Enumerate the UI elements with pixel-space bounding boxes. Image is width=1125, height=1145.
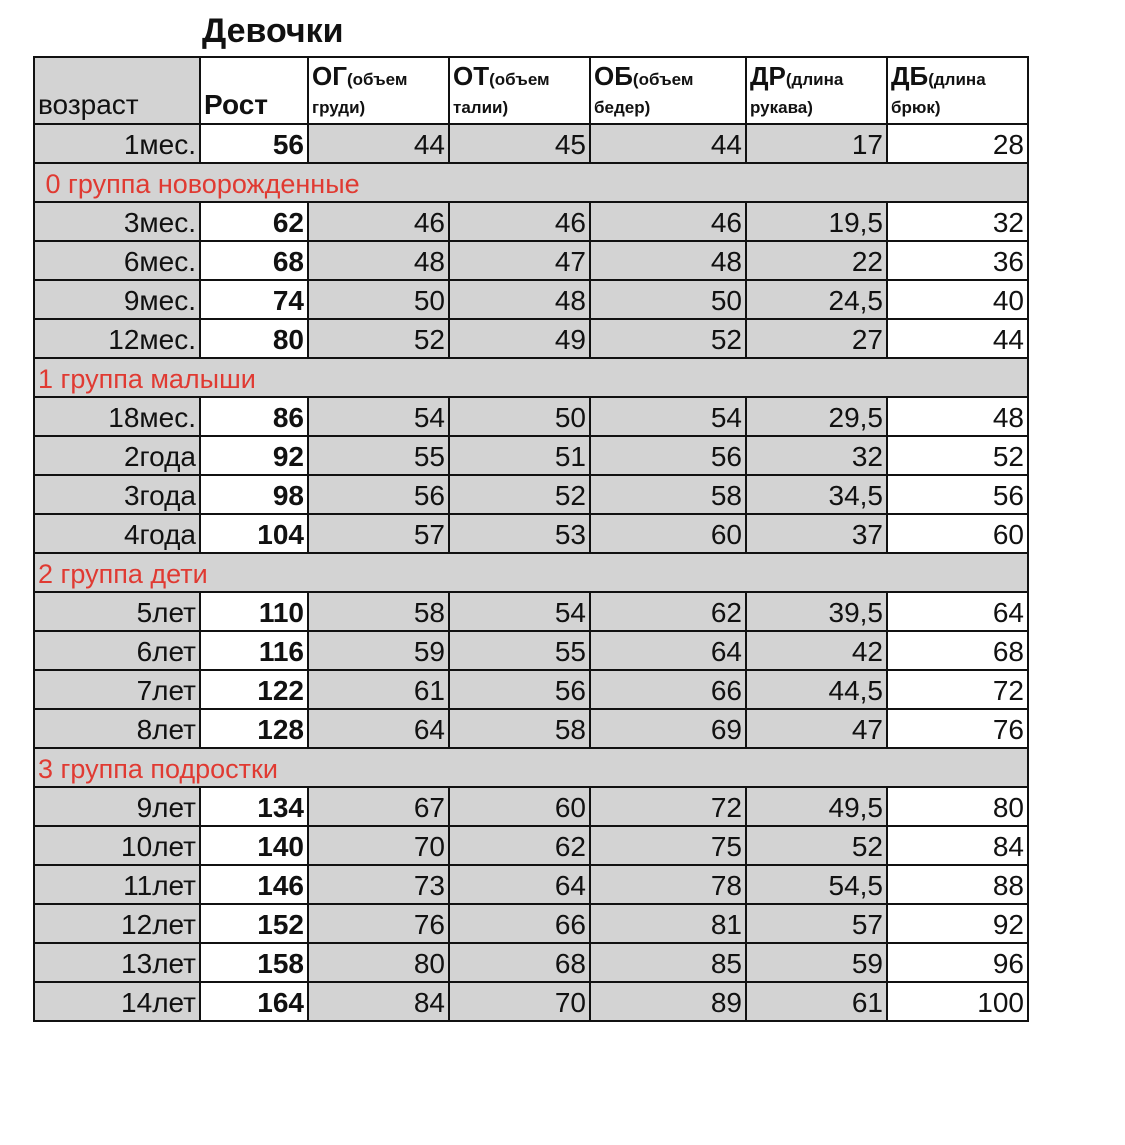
cell-sleeve: 54,5	[746, 865, 887, 904]
header-waist	[449, 57, 590, 124]
cell-waist: 58	[449, 709, 590, 748]
cell-hips: 78	[590, 865, 746, 904]
table-row	[34, 709, 1028, 748]
group-label	[34, 358, 256, 397]
cell-trousers: 48	[887, 397, 1028, 436]
cell-hips: 60	[590, 514, 746, 553]
cell-chest: 52	[308, 319, 449, 358]
cell-chest: 56	[308, 475, 449, 514]
header-height: Рост	[200, 57, 308, 124]
header-hips-abbr: ОБ	[594, 61, 633, 91]
cell-trousers: 28	[887, 124, 1028, 163]
cell-sleeve: 27	[746, 319, 887, 358]
cell-hips: 44	[590, 124, 746, 163]
cell-age: 8лет	[34, 709, 200, 748]
cell-height: 140	[200, 826, 308, 865]
cell-trousers: 36	[887, 241, 1028, 280]
cell-hips: 81	[590, 904, 746, 943]
cell-height: 62	[200, 202, 308, 241]
cell-age: 4года	[34, 514, 200, 553]
cell-waist: 51	[449, 436, 590, 475]
table-row	[34, 202, 1028, 241]
cell-waist: 66	[449, 904, 590, 943]
cell-chest: 73	[308, 865, 449, 904]
cell-age: 3мес.	[34, 202, 200, 241]
cell-sleeve: 47	[746, 709, 887, 748]
cell-sleeve: 34,5	[746, 475, 887, 514]
cell-chest: 57	[308, 514, 449, 553]
cell-waist: 53	[449, 514, 590, 553]
cell-age: 3года	[34, 475, 200, 514]
table-row	[34, 475, 1028, 514]
group-row	[34, 553, 1028, 592]
group-filler	[308, 553, 449, 592]
cell-hips: 89	[590, 982, 746, 1021]
cell-trousers: 56	[887, 475, 1028, 514]
cell-height: 56	[200, 124, 308, 163]
cell-waist: 46	[449, 202, 590, 241]
group-label	[34, 163, 360, 202]
cell-sleeve: 29,5	[746, 397, 887, 436]
table-row	[34, 397, 1028, 436]
group-label	[34, 748, 278, 787]
cell-trousers: 32	[887, 202, 1028, 241]
cell-hips: 56	[590, 436, 746, 475]
cell-waist: 56	[449, 670, 590, 709]
cell-hips: 50	[590, 280, 746, 319]
cell-height: 74	[200, 280, 308, 319]
table-row	[34, 982, 1028, 1021]
cell-waist: 70	[449, 982, 590, 1021]
group-filler	[887, 163, 1028, 202]
group-filler	[308, 748, 449, 787]
group-filler	[746, 358, 887, 397]
cell-age: 5лет	[34, 592, 200, 631]
header-sleeve-desc: (длина рукава)	[750, 70, 844, 117]
header-age: возраст	[34, 57, 200, 124]
size-chart-table	[33, 56, 1029, 1022]
cell-waist: 49	[449, 319, 590, 358]
cell-chest: 55	[308, 436, 449, 475]
group-row	[34, 358, 1028, 397]
cell-waist: 68	[449, 943, 590, 982]
cell-trousers: 84	[887, 826, 1028, 865]
cell-age: 7лет	[34, 670, 200, 709]
cell-height: 134	[200, 787, 308, 826]
group-row	[34, 163, 1028, 202]
cell-trousers: 72	[887, 670, 1028, 709]
cell-sleeve: 32	[746, 436, 887, 475]
group-filler	[590, 748, 746, 787]
cell-sleeve: 49,5	[746, 787, 887, 826]
cell-age: 14лет	[34, 982, 200, 1021]
cell-age: 9мес.	[34, 280, 200, 319]
group-filler	[746, 553, 887, 592]
group-row	[34, 748, 1028, 787]
table-row	[34, 319, 1028, 358]
cell-trousers: 68	[887, 631, 1028, 670]
header-waist-desc: (объем талии)	[453, 70, 550, 117]
cell-chest: 46	[308, 202, 449, 241]
cell-waist: 48	[449, 280, 590, 319]
group-label-text: 1 группа малыши	[38, 364, 256, 394]
page-title: Девочки	[202, 12, 344, 50]
cell-trousers: 60	[887, 514, 1028, 553]
group-filler	[590, 553, 746, 592]
cell-height: 104	[200, 514, 308, 553]
header-chest-abbr: ОГ	[312, 61, 347, 91]
cell-waist: 45	[449, 124, 590, 163]
group-filler	[449, 358, 590, 397]
group-filler	[590, 163, 746, 202]
group-filler	[449, 163, 590, 202]
cell-hips: 62	[590, 592, 746, 631]
group-filler	[590, 358, 746, 397]
group-filler	[887, 358, 1028, 397]
cell-waist: 62	[449, 826, 590, 865]
cell-hips: 46	[590, 202, 746, 241]
cell-sleeve: 42	[746, 631, 887, 670]
header-chest	[308, 57, 449, 124]
header-hips-desc: (объем бедер)	[594, 70, 694, 117]
cell-hips: 72	[590, 787, 746, 826]
cell-age: 6мес.	[34, 241, 200, 280]
table-row	[34, 787, 1028, 826]
table-row	[34, 514, 1028, 553]
cell-chest: 64	[308, 709, 449, 748]
cell-age: 2года	[34, 436, 200, 475]
cell-sleeve: 44,5	[746, 670, 887, 709]
table-row	[34, 436, 1028, 475]
table-row	[34, 631, 1028, 670]
group-filler	[200, 553, 308, 592]
cell-age: 12мес.	[34, 319, 200, 358]
cell-age: 12лет	[34, 904, 200, 943]
cell-waist: 60	[449, 787, 590, 826]
header-hips	[590, 57, 746, 124]
cell-trousers: 92	[887, 904, 1028, 943]
cell-trousers: 96	[887, 943, 1028, 982]
header-trousers	[887, 57, 1028, 124]
cell-chest: 84	[308, 982, 449, 1021]
table-row	[34, 592, 1028, 631]
cell-trousers: 44	[887, 319, 1028, 358]
cell-height: 128	[200, 709, 308, 748]
cell-height: 86	[200, 397, 308, 436]
cell-sleeve: 24,5	[746, 280, 887, 319]
cell-chest: 59	[308, 631, 449, 670]
cell-trousers: 40	[887, 280, 1028, 319]
table-row	[34, 241, 1028, 280]
group-filler	[887, 553, 1028, 592]
group-label	[34, 553, 208, 592]
table-row	[34, 943, 1028, 982]
cell-age: 10лет	[34, 826, 200, 865]
cell-trousers: 52	[887, 436, 1028, 475]
cell-hips: 64	[590, 631, 746, 670]
cell-sleeve: 37	[746, 514, 887, 553]
cell-chest: 67	[308, 787, 449, 826]
cell-chest: 61	[308, 670, 449, 709]
header-row	[34, 57, 1028, 124]
cell-hips: 58	[590, 475, 746, 514]
cell-chest: 80	[308, 943, 449, 982]
cell-hips: 75	[590, 826, 746, 865]
cell-age: 6лет	[34, 631, 200, 670]
cell-hips: 48	[590, 241, 746, 280]
header-chest-desc: (объем груди)	[312, 70, 408, 117]
group-filler	[746, 163, 887, 202]
cell-age: 1мес.	[34, 124, 200, 163]
cell-sleeve: 17	[746, 124, 887, 163]
cell-waist: 54	[449, 592, 590, 631]
header-waist-abbr: ОТ	[453, 61, 490, 91]
table-row	[34, 280, 1028, 319]
group-filler	[449, 553, 590, 592]
cell-waist: 52	[449, 475, 590, 514]
cell-waist: 55	[449, 631, 590, 670]
cell-height: 146	[200, 865, 308, 904]
cell-age: 18мес.	[34, 397, 200, 436]
cell-chest: 58	[308, 592, 449, 631]
cell-chest: 50	[308, 280, 449, 319]
cell-age: 11лет	[34, 865, 200, 904]
cell-height: 92	[200, 436, 308, 475]
cell-height: 110	[200, 592, 308, 631]
group-label-text: 0 группа новорожденные	[38, 169, 360, 199]
header-sleeve	[746, 57, 887, 124]
cell-height: 116	[200, 631, 308, 670]
group-filler	[887, 748, 1028, 787]
table-row	[34, 865, 1028, 904]
table-row	[34, 904, 1028, 943]
group-filler	[449, 748, 590, 787]
cell-chest: 76	[308, 904, 449, 943]
group-filler	[746, 748, 887, 787]
cell-height: 158	[200, 943, 308, 982]
group-label-text: 3 группа подростки	[38, 754, 278, 784]
cell-age: 13лет	[34, 943, 200, 982]
cell-sleeve: 61	[746, 982, 887, 1021]
cell-height: 164	[200, 982, 308, 1021]
cell-chest: 48	[308, 241, 449, 280]
cell-hips: 85	[590, 943, 746, 982]
cell-chest: 54	[308, 397, 449, 436]
table-row	[34, 826, 1028, 865]
cell-height: 98	[200, 475, 308, 514]
table-row	[34, 670, 1028, 709]
table-row	[34, 124, 1028, 163]
cell-height: 80	[200, 319, 308, 358]
cell-chest: 44	[308, 124, 449, 163]
cell-sleeve: 39,5	[746, 592, 887, 631]
cell-sleeve: 19,5	[746, 202, 887, 241]
group-label-text: 2 группа дети	[38, 559, 208, 589]
cell-hips: 52	[590, 319, 746, 358]
cell-trousers: 88	[887, 865, 1028, 904]
cell-sleeve: 57	[746, 904, 887, 943]
cell-height: 122	[200, 670, 308, 709]
cell-waist: 50	[449, 397, 590, 436]
cell-chest: 70	[308, 826, 449, 865]
cell-waist: 64	[449, 865, 590, 904]
cell-height: 68	[200, 241, 308, 280]
cell-trousers: 100	[887, 982, 1028, 1021]
header-sleeve-abbr: ДР	[750, 61, 786, 91]
cell-trousers: 80	[887, 787, 1028, 826]
cell-waist: 47	[449, 241, 590, 280]
header-trousers-desc: (длина брюк)	[891, 70, 986, 117]
cell-age: 9лет	[34, 787, 200, 826]
cell-sleeve: 59	[746, 943, 887, 982]
cell-trousers: 76	[887, 709, 1028, 748]
header-trousers-abbr: ДБ	[891, 61, 929, 91]
cell-height: 152	[200, 904, 308, 943]
cell-hips: 66	[590, 670, 746, 709]
cell-trousers: 64	[887, 592, 1028, 631]
cell-hips: 69	[590, 709, 746, 748]
group-filler	[308, 358, 449, 397]
cell-sleeve: 22	[746, 241, 887, 280]
cell-hips: 54	[590, 397, 746, 436]
cell-sleeve: 52	[746, 826, 887, 865]
